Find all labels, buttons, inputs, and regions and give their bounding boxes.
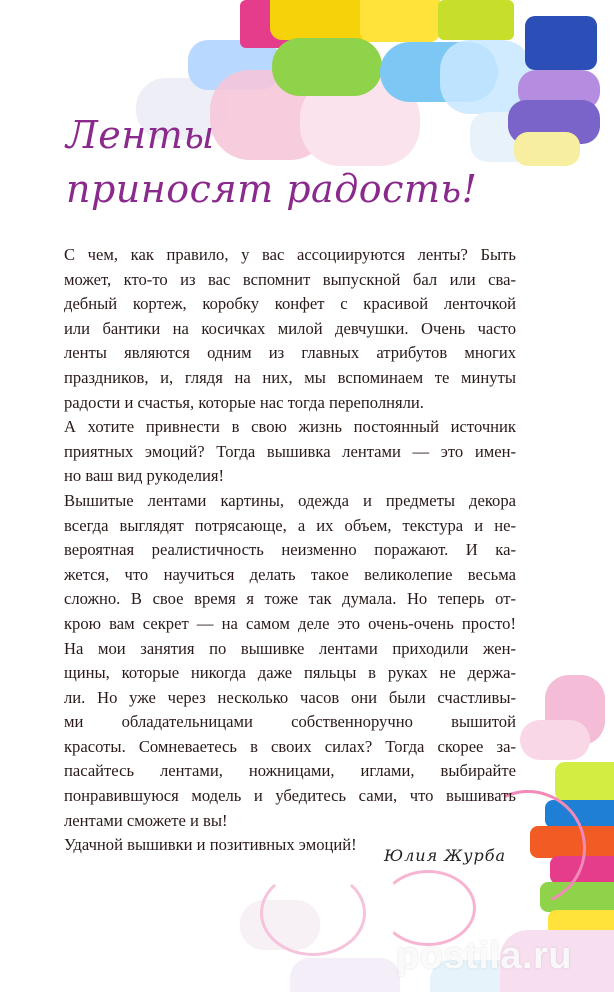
intro-text: [64, 243, 516, 858]
text-line: С чем, как правило, у вас ассоциируются ленты? Быть: [64, 245, 516, 264]
ribbon-roll: [438, 0, 514, 40]
text-line: На мои занятия по вышивке лентами приходили жен-: [64, 638, 516, 658]
text-line: красоты. Сомневаетесь в своих силах? Тогда скорее за-: [64, 736, 516, 756]
text-line: всегда выглядят потрясающе, а их объем, текстура и не-: [64, 515, 516, 535]
text-line: Вышитые лентами картины, одежда и предметы декора: [64, 490, 516, 510]
author-signature: Юлия Журба: [384, 846, 507, 865]
text-line: может, кто-то из вас вспомнит выпускной бал или сва-: [64, 269, 516, 289]
title-line-1: Ленты: [66, 113, 215, 157]
ribbon-roll: [360, 0, 440, 42]
text-line: радости и счастья, которые нас тогда переполняли.: [64, 392, 424, 412]
text-line: Удачной вышивки и позитивных эмоций!: [64, 835, 357, 855]
ribbon-roll: [520, 720, 590, 760]
text-line: приятных эмоций? Тогда вышивка лентами — это имен-: [64, 441, 516, 461]
text-line: пасайтесь лентами, ножницами, иглами, выбирайте: [64, 761, 516, 781]
title-line-2: приносят радость!: [66, 167, 478, 211]
text-line: сложно. В свое время я тоже так думала. Но теперь от-: [64, 589, 516, 609]
text-line: ли. Но уже через несколько часов они были счастливы-: [64, 687, 516, 707]
page-title: [66, 108, 486, 216]
text-line: крою вам секрет — на самом деле это очень-очень просто!: [64, 613, 516, 633]
text-line: праздников, и, глядя на них, мы вспоминаем те минуты: [64, 367, 516, 387]
ribbon-roll: [525, 16, 597, 70]
text-line: дебный кортеж, коробку конфет с красивой ленточкой: [64, 294, 516, 314]
ribbon-roll: [272, 38, 382, 96]
text-line: А хотите привнести в свою жизнь постоянный источник: [64, 417, 516, 437]
ribbon-curl: [260, 870, 366, 956]
text-line: ми обладательницами собственноручно вышитой: [64, 712, 516, 732]
ribbon-roll: [514, 132, 580, 166]
text-line: понравившуюся модель и убедитесь сами, что вышивать: [64, 786, 516, 806]
ribbon-roll: [290, 958, 400, 992]
watermark: postila.ru: [396, 935, 573, 977]
text-line: жется, что научиться делать такое великолепие весьма: [64, 564, 516, 584]
text-line: вероятная реалистичность неизменно поражают. И ка-: [64, 540, 516, 560]
text-line: или бантики на косичках милой девчушки. Очень часто: [64, 318, 516, 338]
text-line: но ваш вид рукоделия!: [64, 466, 225, 486]
text-line: ленты являются одним из главных атрибутов многих: [64, 343, 516, 363]
ribbon-roll: [555, 762, 614, 802]
text-line: лентами сможете и вы!: [64, 810, 228, 830]
text-line: щины, которые никогда даже пяльцы в руках не держа-: [64, 663, 516, 683]
